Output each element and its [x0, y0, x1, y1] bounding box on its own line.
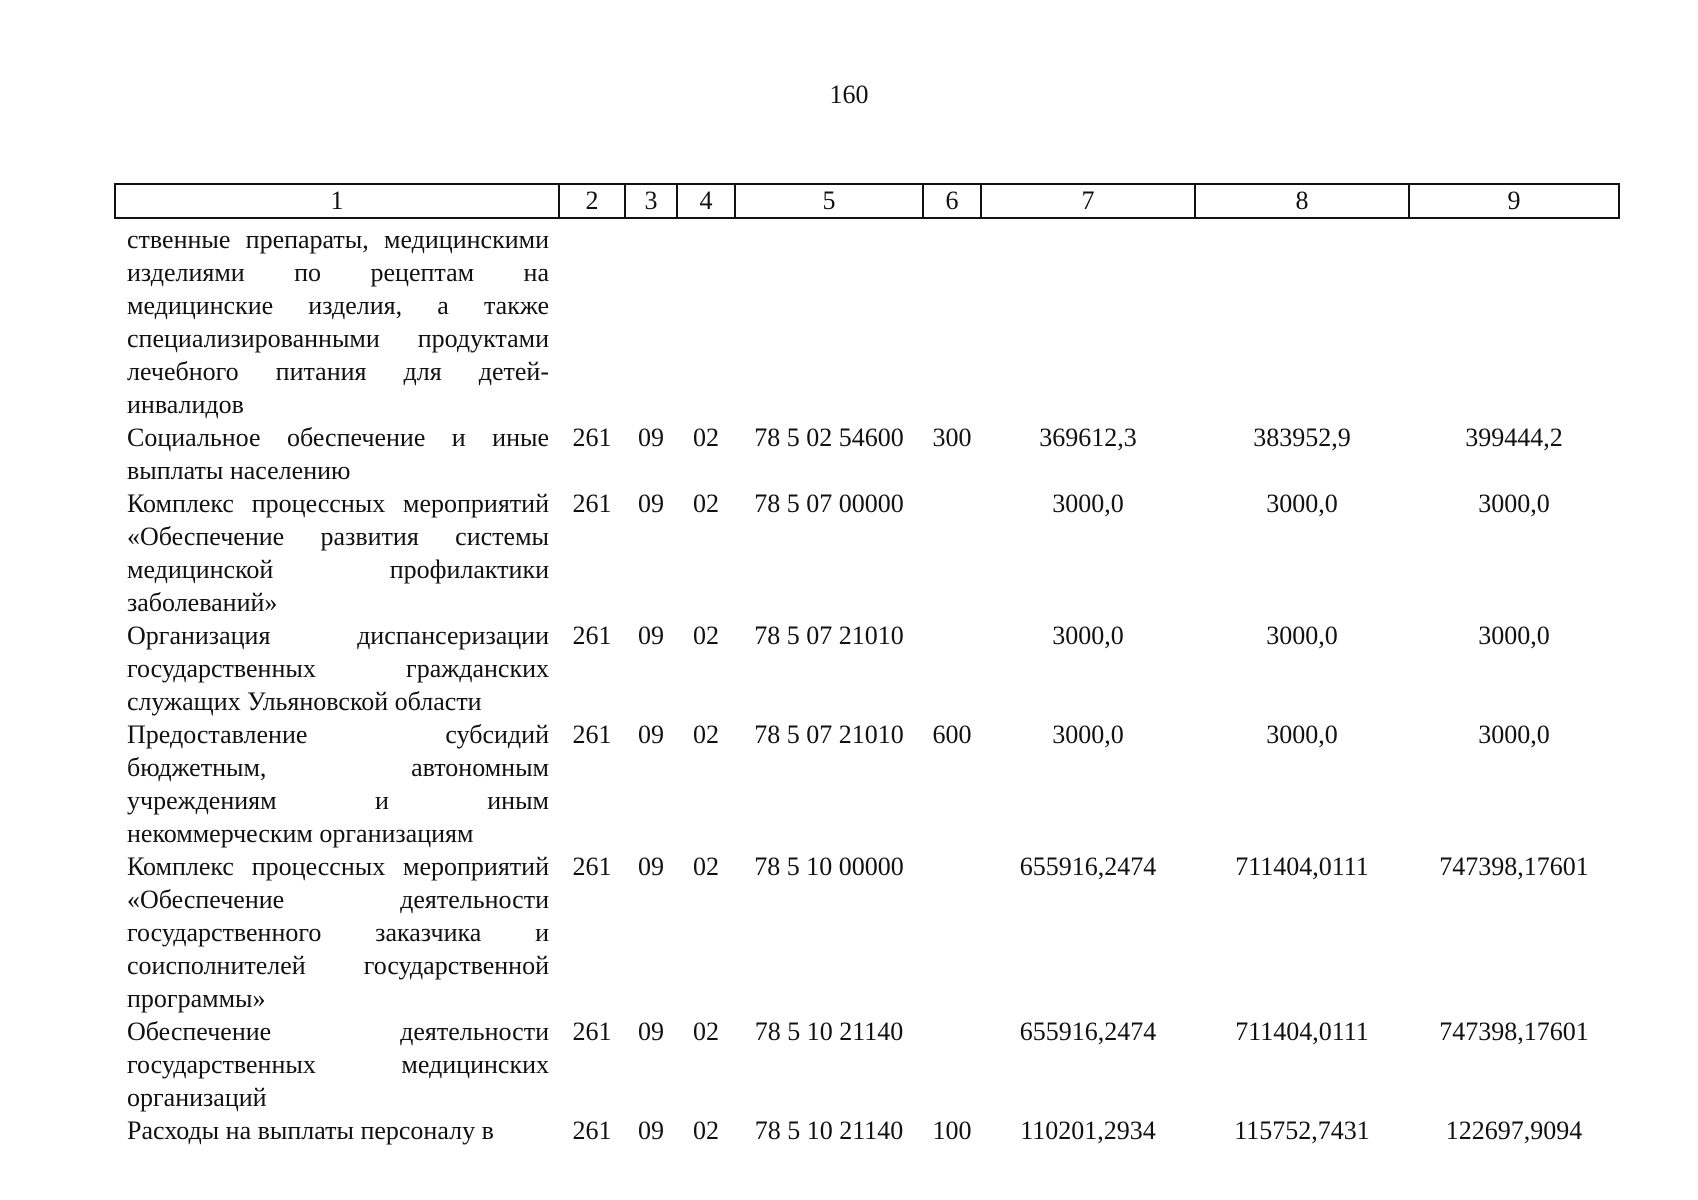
table-row	[115, 718, 1619, 850]
row-col-9: 399444,2	[1465, 423, 1563, 452]
row-col-5	[735, 218, 923, 421]
row-col-4: 02	[693, 1116, 719, 1145]
row-col-8: 3000,0	[1266, 489, 1338, 518]
row-col-4: 02	[693, 852, 719, 881]
row-col-4: 02	[693, 621, 719, 650]
row-description: Комплекс процессных мероприятий «Обеспечение развития системы медицинской профилактики заболеваний»	[127, 489, 549, 617]
budget-table	[114, 183, 1620, 1147]
header-col-8: 8	[1195, 184, 1409, 218]
row-col-7: 3000,0	[1052, 489, 1124, 518]
header-col-5: 5	[735, 184, 923, 218]
row-col-5: 78 5 07 21010	[754, 720, 904, 749]
row-col-7: 3000,0	[1052, 621, 1124, 650]
table-body	[115, 218, 1619, 1147]
row-col-5: 78 5 02 54600	[754, 423, 904, 452]
header-row	[115, 184, 1619, 218]
row-col-7	[981, 218, 1195, 421]
header-col-9: 9	[1409, 184, 1619, 218]
row-col-8: 3000,0	[1266, 621, 1338, 650]
header-col-1: 1	[115, 184, 559, 218]
row-col-8: 3000,0	[1266, 720, 1338, 749]
row-col-2	[559, 218, 625, 421]
page-number: 160	[829, 80, 869, 109]
row-col-4: 02	[693, 1017, 719, 1046]
row-col-6	[923, 218, 981, 421]
row-col-3: 09	[638, 1017, 664, 1046]
row-col-4: 02	[693, 720, 719, 749]
row-description: Расходы на выплаты персоналу в	[127, 1116, 494, 1145]
row-col-3: 09	[638, 489, 664, 518]
table-row	[115, 1114, 1619, 1147]
table-row	[115, 421, 1619, 487]
row-col-3: 09	[638, 621, 664, 650]
row-col-4: 02	[693, 423, 719, 452]
row-col-6	[923, 850, 981, 1015]
row-col-9: 3000,0	[1478, 489, 1550, 518]
row-col-6: 100	[932, 1116, 972, 1145]
table-row	[115, 487, 1619, 619]
row-col-2: 261	[572, 489, 612, 518]
header-col-7: 7	[981, 184, 1195, 218]
row-description: Обеспечение деятельности государственных медицинских организаций	[127, 1017, 549, 1112]
row-col-2: 261	[572, 1116, 612, 1145]
row-col-9: 747398,17601	[1439, 852, 1589, 881]
row-col-5: 78 5 07 00000	[754, 489, 904, 518]
row-col-5: 78 5 10 21140	[754, 1116, 904, 1145]
budget-table-wrapper	[114, 183, 1618, 1147]
row-description: Социальное обеспечение и иные выплаты населению	[127, 423, 549, 485]
row-col-3: 09	[638, 852, 664, 881]
row-col-3	[625, 218, 677, 421]
row-col-4	[677, 218, 735, 421]
row-col-7: 655916,2474	[1019, 852, 1157, 881]
row-col-6	[923, 619, 981, 718]
row-col-2: 261	[572, 621, 612, 650]
row-col-8	[1195, 218, 1409, 421]
table-row	[115, 1015, 1619, 1114]
row-col-8: 383952,9	[1253, 423, 1351, 452]
row-description: Предоставление субсидий бюджетным, автономным учреждениям и иным некоммерческим организациям	[127, 720, 549, 848]
row-col-9: 747398,17601	[1439, 1017, 1589, 1046]
row-description: ственные препараты, медицинскими изделиями по рецептам на медицинские изделия, а также специализированными продуктами лечебного питания для детей-инвалидов	[127, 225, 549, 419]
row-col-8: 711404,0111	[1235, 852, 1369, 881]
table-row	[115, 619, 1619, 718]
header-col-6: 6	[923, 184, 981, 218]
row-col-9	[1409, 218, 1619, 421]
row-col-6	[923, 1015, 981, 1114]
row-description: Организация диспансеризации государственных гражданских служащих Ульяновской области	[127, 621, 549, 716]
table-row	[115, 850, 1619, 1015]
row-col-3: 09	[638, 720, 664, 749]
row-col-2: 261	[572, 720, 612, 749]
row-col-2: 261	[572, 1017, 612, 1046]
row-col-5: 78 5 10 00000	[754, 852, 904, 881]
row-col-5: 78 5 07 21010	[754, 621, 904, 650]
row-col-9: 122697,9094	[1445, 1116, 1583, 1145]
table-row	[115, 218, 1619, 421]
row-col-6: 300	[932, 423, 972, 452]
row-col-8: 711404,0111	[1235, 1017, 1369, 1046]
row-col-3: 09	[638, 1116, 664, 1145]
row-col-4: 02	[693, 489, 719, 518]
row-col-7: 110201,2934	[1020, 1116, 1156, 1145]
row-col-7: 3000,0	[1052, 720, 1124, 749]
row-col-8: 115752,7431	[1234, 1116, 1370, 1145]
header-col-3: 3	[625, 184, 677, 218]
header-col-2: 2	[559, 184, 625, 218]
row-description: Комплекс процессных мероприятий «Обеспечение деятельности государственного заказчика и соисполнителей государственной программы»	[127, 852, 549, 1013]
row-col-3: 09	[638, 423, 664, 452]
row-col-6: 600	[932, 720, 972, 749]
row-col-7: 655916,2474	[1019, 1017, 1157, 1046]
header-col-4: 4	[677, 184, 735, 218]
row-col-7: 369612,3	[1039, 423, 1137, 452]
row-col-6	[923, 487, 981, 619]
row-col-5: 78 5 10 21140	[754, 1017, 904, 1046]
row-col-9: 3000,0	[1478, 720, 1550, 749]
table-header	[115, 184, 1619, 218]
row-col-9: 3000,0	[1478, 621, 1550, 650]
row-col-2: 261	[572, 423, 612, 452]
row-col-2: 261	[572, 852, 612, 881]
